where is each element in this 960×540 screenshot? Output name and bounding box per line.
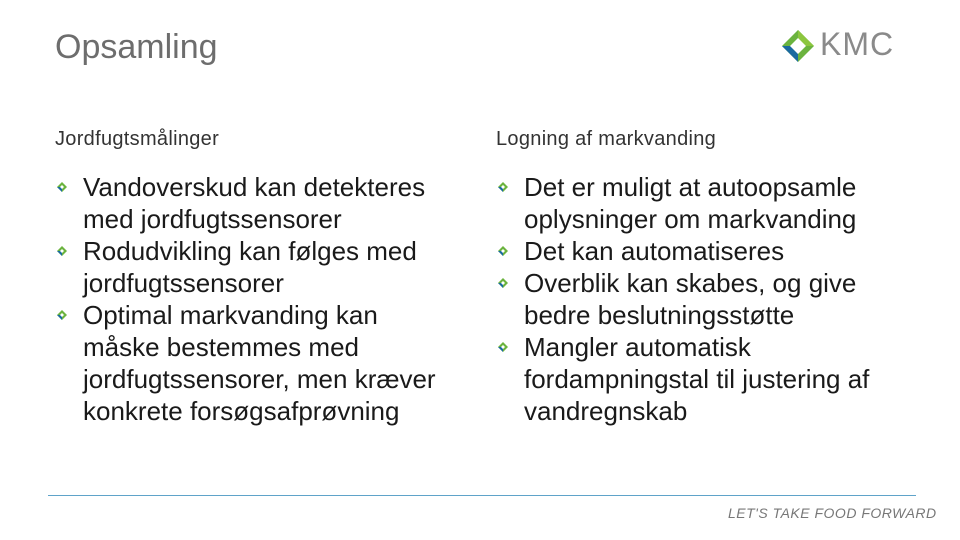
diamond-bullet-icon (498, 278, 508, 288)
right-bullet-list (496, 171, 926, 427)
bullet-text: Det kan automatiseres (524, 236, 785, 266)
right-column (496, 128, 926, 427)
bullet-text: Optimal markvanding kan måske bestemmes med jordfugtssensorer, men kræver konkrete forsøgsafprøvning (83, 300, 436, 426)
kmc-logo (780, 26, 920, 66)
list-item (55, 171, 440, 235)
list-item (496, 171, 926, 235)
slide-title: Opsamling (55, 28, 218, 66)
bullet-text: Overblik kan skabes, og give bedre beslutningsstøtte (524, 268, 857, 330)
bullet-text: Mangler automatisk fordampningstal til justering af vandregnskab (524, 332, 870, 426)
list-item (496, 331, 926, 427)
diamond-bullet-icon (57, 310, 67, 320)
diamond-bullet-icon (498, 342, 508, 352)
list-item (55, 299, 440, 427)
diamond-bullet-icon (498, 246, 508, 256)
left-bullet-list (55, 171, 440, 427)
bullet-text: Vandoverskud kan detekteres med jordfugtssensorer (83, 172, 426, 234)
bullet-text: Det er muligt at autoopsamle oplysninger om markvanding (524, 172, 857, 234)
list-item (496, 267, 926, 331)
kmc-diamond-icon (780, 28, 816, 64)
list-item (496, 235, 926, 267)
logo-text: KMC (820, 26, 895, 62)
footer-divider (48, 495, 916, 496)
right-heading: Logning af markvanding (496, 128, 717, 150)
list-item (55, 235, 440, 299)
left-column (55, 128, 440, 427)
diamond-bullet-icon (57, 182, 67, 192)
diamond-bullet-icon (57, 246, 67, 256)
diamond-bullet-icon (498, 182, 508, 192)
footer-tagline: LET'S TAKE FOOD FORWARD (728, 505, 937, 521)
left-heading: Jordfugtsmålinger (55, 128, 220, 150)
bullet-text: Rodudvikling kan følges med jordfugtssensorer (83, 236, 417, 298)
